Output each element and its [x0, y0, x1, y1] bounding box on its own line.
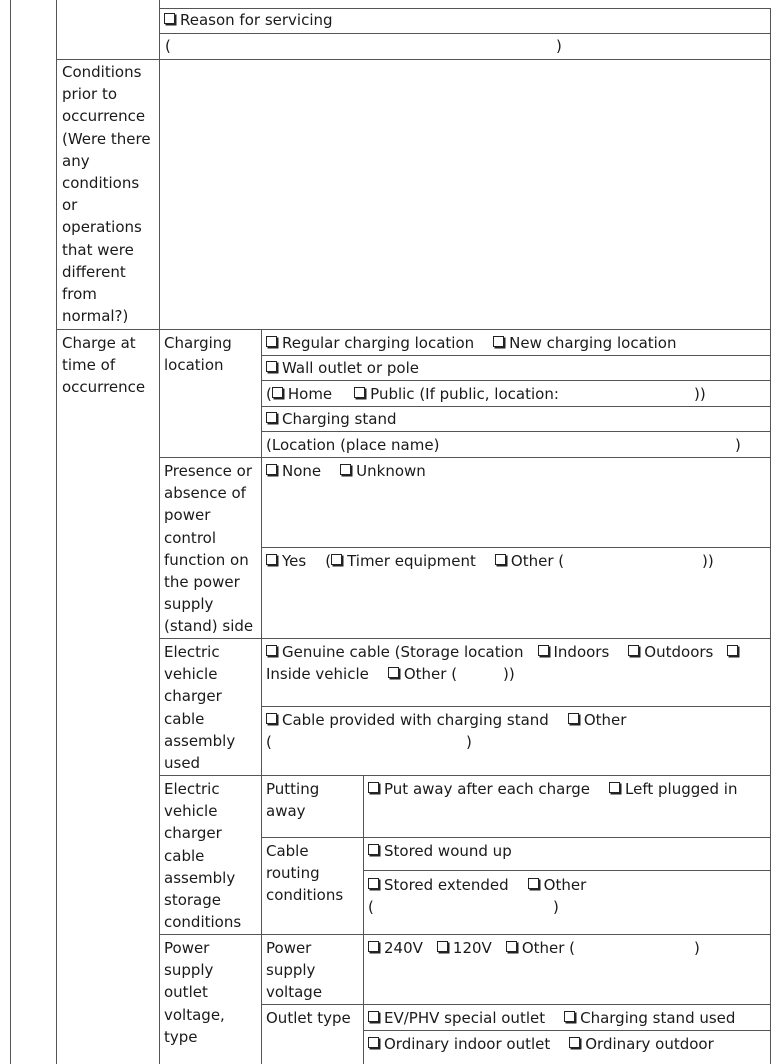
checkbox-icon[interactable] — [538, 645, 549, 656]
inside-vehicle-label: Inside vehicle — [266, 665, 369, 683]
routing-other-label: Other — [543, 876, 587, 894]
reason-close-paren: ) — [556, 37, 562, 55]
wound-label: Stored wound up — [384, 842, 512, 860]
cable-other-option[interactable] — [388, 665, 457, 683]
grid-line — [56, 329, 771, 330]
grid-line — [363, 1030, 771, 1031]
regular-location-option[interactable] — [266, 334, 474, 352]
checkbox-icon[interactable] — [388, 667, 399, 678]
ordinary-indoor-option[interactable] — [368, 1035, 550, 1053]
home-public-row: ( Home Public (If public, location: — [266, 385, 559, 403]
power-control-row-1 — [266, 460, 426, 482]
cable-storage-label: Electric vehicle charger cable assembly storage conditions — [164, 780, 242, 932]
power-other-label: Other ( — [510, 552, 565, 570]
checkbox-icon[interactable] — [164, 13, 175, 24]
conditions-prior-label: Conditions prior to occurrence (Were there any conditions or operations that were different from normal?) — [62, 63, 151, 326]
checkbox-icon[interactable] — [354, 387, 365, 398]
checkbox-icon[interactable] — [528, 878, 539, 889]
charging-stand-option[interactable] — [266, 408, 396, 430]
power-control-label: Presence or absence of power control function on the power supply (stand) side — [164, 462, 254, 636]
grid-line — [261, 406, 771, 407]
checkbox-icon[interactable] — [266, 554, 277, 565]
outlet-type-row-1 — [368, 1007, 735, 1029]
cable-other2-option[interactable] — [568, 711, 627, 729]
checkbox-icon[interactable] — [266, 361, 277, 372]
ordinary-outdoor-option[interactable] — [569, 1035, 714, 1053]
none-label: None — [282, 462, 322, 480]
cable-used-row-1 — [266, 641, 743, 663]
ev-phv-option[interactable] — [368, 1009, 545, 1027]
regular-label: Regular charging location — [282, 334, 475, 352]
v240-option[interactable] — [368, 939, 423, 957]
public-label: Public (If public, location: — [370, 385, 559, 403]
home-option[interactable] — [272, 385, 332, 403]
extended-row — [368, 874, 586, 896]
wall-outlet-option[interactable] — [266, 357, 419, 379]
power-other-option[interactable] — [495, 552, 564, 570]
v120-label: 120V — [452, 939, 492, 957]
new-label: New charging location — [509, 334, 677, 352]
grid-line — [261, 355, 771, 356]
voltage-row — [368, 937, 575, 959]
grid-line — [363, 776, 364, 1064]
extended-option[interactable] — [368, 876, 509, 894]
reason-label: Reason for servicing — [180, 11, 333, 29]
grid-line — [261, 547, 771, 548]
checkbox-icon[interactable] — [368, 1037, 379, 1048]
checkbox-icon[interactable] — [368, 878, 379, 889]
genuine-label: Genuine cable (Storage location — [282, 643, 524, 661]
checkbox-icon[interactable] — [368, 1011, 379, 1022]
v240-label: 240V — [384, 939, 423, 957]
grid-line — [10, 0, 11, 1064]
checkbox-icon[interactable] — [368, 844, 379, 855]
timer-open-paren: ( — [325, 552, 332, 570]
grid-line — [261, 1004, 771, 1005]
after-each-option[interactable] — [368, 780, 590, 798]
checkbox-icon[interactable] — [272, 387, 283, 398]
checkbox-icon[interactable] — [368, 941, 379, 952]
checkbox-icon[interactable] — [506, 941, 517, 952]
ordinary-outdoor-label: Ordinary outdoor — [585, 1035, 714, 1053]
checkbox-icon[interactable] — [569, 1037, 580, 1048]
checkbox-icon[interactable] — [609, 782, 620, 793]
routing-open-paren: ( — [368, 898, 374, 916]
cable-used-row-3 — [266, 709, 626, 731]
cable-used-row-2 — [266, 663, 457, 685]
wound-option[interactable] — [368, 840, 512, 862]
timer-label: Timer equipment — [347, 552, 476, 570]
unknown-label: Unknown — [356, 462, 426, 480]
after-each-label: Put away after each charge — [384, 780, 591, 798]
checkbox-icon[interactable] — [266, 412, 277, 423]
grid-line — [261, 330, 262, 1064]
reason-open-paren: ( — [165, 37, 171, 55]
conditions-prior-input-area[interactable] — [160, 60, 770, 329]
ev-phv-label: EV/PHV special outlet — [384, 1009, 546, 1027]
charging-location-row-1 — [266, 332, 677, 354]
checkbox-icon[interactable] — [340, 464, 351, 475]
routing-other-option[interactable] — [528, 876, 587, 894]
putting-away-label: Putting away — [266, 780, 320, 821]
left-plugged-option[interactable] — [609, 780, 737, 798]
cable-other2-label: Other — [583, 711, 627, 729]
cable-used-label: Electric vehicle charger cable assembly used — [164, 643, 236, 773]
location-place-label: (Location (place name) — [266, 436, 440, 454]
grid-line — [363, 870, 771, 871]
outlet-type-row-2 — [368, 1033, 714, 1055]
outdoors-option[interactable] — [628, 643, 713, 661]
voltage-other-label: Other ( — [521, 939, 576, 957]
wall-outlet-label: Wall outlet or pole — [282, 359, 419, 377]
outdoors-label: Outdoors — [644, 643, 714, 661]
outlet-type-label: Outlet type — [266, 1009, 351, 1027]
grid-line — [159, 638, 771, 639]
checkbox-icon[interactable] — [628, 645, 639, 656]
grid-line — [159, 775, 771, 776]
voltage-close: ) — [694, 939, 700, 957]
voltage-other-option[interactable] — [506, 939, 575, 957]
v120-option[interactable] — [437, 939, 492, 957]
public-close-paren: )) — [694, 385, 706, 403]
yes-option[interactable] — [266, 552, 306, 570]
putting-away-row — [368, 778, 737, 800]
grid-line — [770, 8, 771, 1064]
checkbox-icon[interactable] — [266, 645, 277, 656]
provided-option[interactable] — [266, 711, 549, 729]
indoors-option[interactable] — [538, 643, 610, 661]
indoors-label: Indoors — [553, 643, 610, 661]
grid-line — [261, 431, 771, 432]
checkbox-icon[interactable] — [493, 336, 504, 347]
provided-label: Cable provided with charging stand — [282, 711, 549, 729]
grid-line — [56, 0, 57, 1064]
checkbox-icon[interactable] — [368, 782, 379, 793]
checkbox-icon[interactable] — [564, 1011, 575, 1022]
home-label: Home — [287, 385, 333, 403]
grid-line — [159, 33, 771, 34]
checkbox-icon[interactable] — [437, 941, 448, 952]
ordinary-indoor-label: Ordinary indoor outlet — [384, 1035, 551, 1053]
unknown-option[interactable] — [340, 462, 426, 480]
checkbox-icon[interactable] — [568, 713, 579, 724]
public-option[interactable] — [354, 385, 559, 403]
voltage-label: Power supply voltage — [266, 939, 323, 1002]
power-control-row-2 — [266, 550, 564, 572]
none-option[interactable] — [266, 462, 321, 480]
grid-line — [261, 837, 771, 838]
new-location-option[interactable] — [493, 334, 676, 352]
grid-line — [261, 380, 771, 381]
reason-for-servicing[interactable] — [164, 9, 333, 31]
cable-other-close: )) — [503, 665, 515, 683]
stand-used-option[interactable] — [564, 1009, 735, 1027]
cable-open-paren: ( — [266, 733, 272, 751]
charge-at-time-label: Charge at time of occurrence — [62, 334, 146, 397]
routing-label: Cable routing conditions — [266, 842, 344, 905]
charging-location-label: Charging location — [164, 334, 232, 375]
timer-option[interactable] — [331, 552, 476, 570]
checkbox-icon[interactable] — [266, 713, 277, 724]
cable-close-paren: ) — [466, 733, 472, 751]
grid-line — [159, 457, 771, 458]
grid-line — [159, 934, 771, 935]
left-plugged-label: Left plugged in — [625, 780, 738, 798]
routing-close-paren: ) — [553, 898, 559, 916]
charging-stand-label: Charging stand — [282, 410, 397, 428]
outlet-label: Power supply outlet voltage, type — [164, 939, 225, 1046]
grid-line — [261, 706, 771, 707]
checkbox-icon[interactable] — [331, 554, 342, 565]
genuine-cable-option[interactable] — [266, 643, 524, 661]
checkbox-icon[interactable] — [266, 464, 277, 475]
cable-other-label: Other ( — [403, 665, 458, 683]
checkbox-icon[interactable] — [727, 645, 738, 656]
checkbox-icon[interactable] — [266, 336, 277, 347]
extended-label: Stored extended — [384, 876, 509, 894]
yes-label: Yes — [282, 552, 307, 570]
location-close-paren: ) — [735, 436, 741, 454]
checkbox-icon[interactable] — [495, 554, 506, 565]
power-other-close: )) — [702, 552, 714, 570]
stand-used-label: Charging stand used — [580, 1009, 736, 1027]
